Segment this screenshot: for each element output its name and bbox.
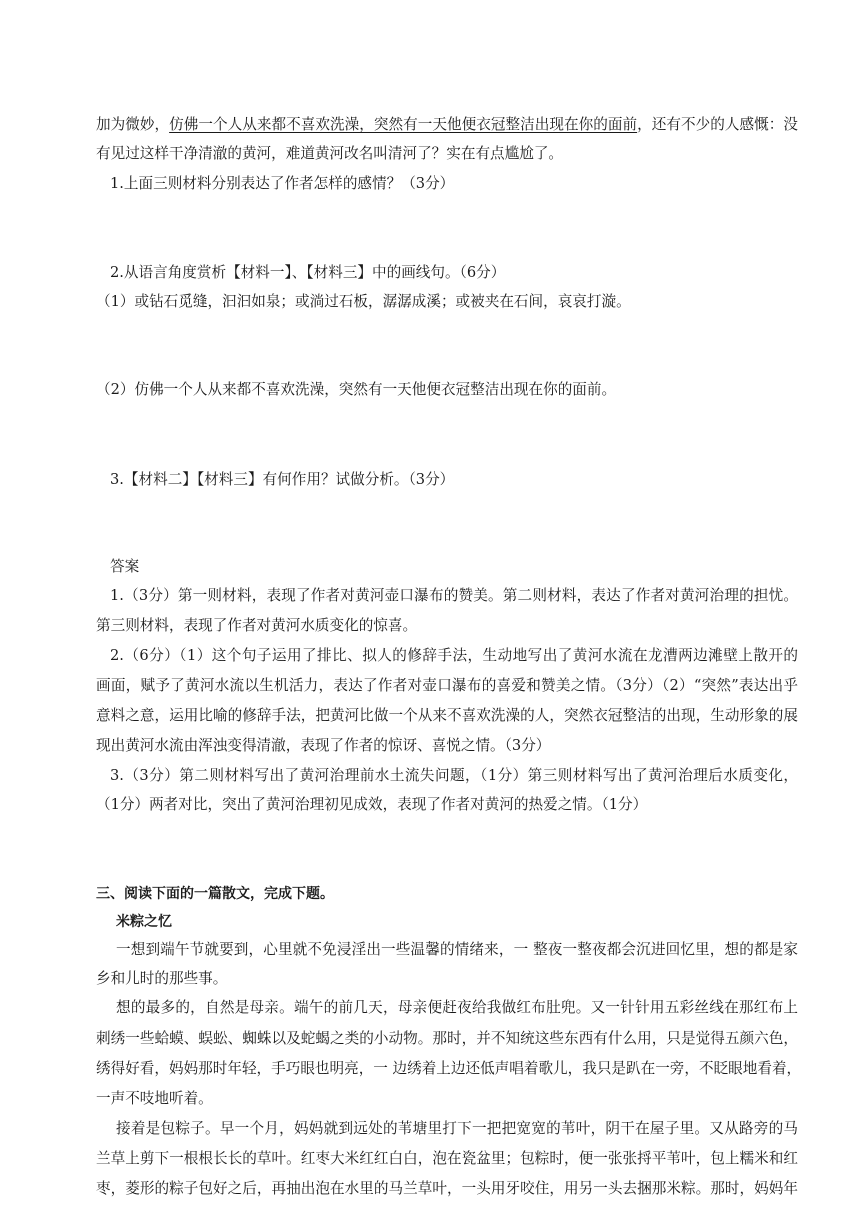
question-2: 2.从语言角度赏析【材料一】、【材料三】中的画线句。（6分） [110, 264, 506, 281]
answer-2-line-1: 2.（6分）（1）这个句子运用了排比、拟人的修辞手法，生动地写出了黄河水流在龙漕两边滩壁上散开的 [110, 647, 798, 664]
answer-1-line-2: 第三则材料，表现了作者对黄河水质变化的惊喜。 [96, 617, 418, 634]
essay-p3-line-1: 接着是包粽子。早一个月，妈妈就到远处的苇塘里打下一把把宽宽的苇叶，阴干在屋子里。又从路旁的马 [116, 1120, 798, 1137]
essay-p3-line-2: 兰草上剪下一根根长长的草叶。红枣大米红红白白，泡在瓷盆里；包粽时，便一张张捋平苇叶，包上糯米和红 [96, 1150, 798, 1167]
question-2-part-1: （1）或钻石觅缝，汩汩如泉；或淌过石板，潺潺成溪；或被夹在石间，哀哀打漩。 [96, 293, 631, 310]
answer-2-line-4: 现出黄河水流由浑浊变得清澈，表现了作者的惊讶、喜悦之情。（3分） [96, 737, 551, 754]
intro-text-pre: 加为微妙， [96, 116, 170, 133]
answer-1-line-1: 1.（3分）第一则材料，表现了作者对黄河壶口瀑布的赞美。第二则材料，表达了作者对黄河治理的担忧。 [110, 587, 798, 604]
intro-line-2: 有见过这样干净清澈的黄河，难道黄河改名叫清河了？实在有点尴尬了。 [96, 145, 564, 162]
intro-text-post: ，还有不少的人感慨：没 [637, 116, 798, 133]
answer-heading: 答案 [110, 558, 140, 575]
question-2-part-2: （2）仿佛一个人从来都不喜欢洗澡，突然有一天他便衣冠整洁出现在你的面前。 [96, 381, 617, 398]
essay-p2-line-1: 想的最多的，自然是母亲。端午的前几天，母亲便赶夜给我做红布肚兜。又一针针用五彩丝线在那红布上 [116, 999, 798, 1016]
question-1: 1.上面三则材料分别表达了作者怎样的感情？（3分） [110, 175, 455, 192]
answer-2-line-2: 画面，赋予了黄河水流以生机活力，表达了作者对壶口瀑布的喜爱和赞美之情。（3分）（2）“突然”表达出乎 [96, 677, 798, 694]
intro-line-1 [96, 115, 798, 135]
question-3: 3.【材料二】【材料三】有何作用？试做分析。（3分） [110, 471, 455, 488]
answer-3-line-2: （1分）两者对比，突出了黄河治理初见成效，表现了作者对黄河的热爱之情。（1分） [96, 796, 648, 813]
essay-p3-line-3: 枣，菱形的粽子包好之后，再抽出泡在水里的马兰草叶，一头用牙咬住，用另一头去捆那米粽。那时，妈妈年 [96, 1180, 798, 1197]
underlined-sentence: 仿佛一个人从来都不喜欢洗澡，突然有一天他便衣冠整洁出现在你的面前 [169, 116, 638, 133]
essay-p1-line-2: 乡和儿时的那些事。 [96, 970, 228, 987]
essay-title: 米粽之忆 [116, 914, 172, 930]
answer-2-line-3: 意料之意，运用比喻的修辞手法，把黄河比做一个从来不喜欢洗澡的人，突然衣冠整洁的出现，生动形象的展 [96, 707, 798, 724]
section-3-heading: 三、阅读下面的一篇散文，完成下题。 [96, 886, 334, 902]
essay-p2-line-4: 一声不吱地听着。 [96, 1090, 213, 1107]
essay-p2-line-2: 刺绣一些蛤蟆、蜈蚣、蜘蛛以及蛇蝎之类的小动物。那时，并不知统这些东西有什么用，只是觉得五颜六色， [96, 1030, 798, 1047]
essay-p2-line-3: 绣得好看，妈妈那时年轻，手巧眼也明亮，一 边绣着上边还低声唱着歌儿，我只是趴在一旁，不眨眼地看着， [96, 1060, 802, 1077]
answer-3-line-1: 3.（3分）第二则材料写出了黄河治理前水土流失问题，（1分）第三则材料写出了黄河治理后水质变化， [110, 767, 798, 784]
essay-p1-line-1: 一想到端午节就要到，心里就不免浸淫出一些温馨的情绪来，一 整夜一整夜都会沉进回忆里，想的都是家 [116, 941, 798, 958]
